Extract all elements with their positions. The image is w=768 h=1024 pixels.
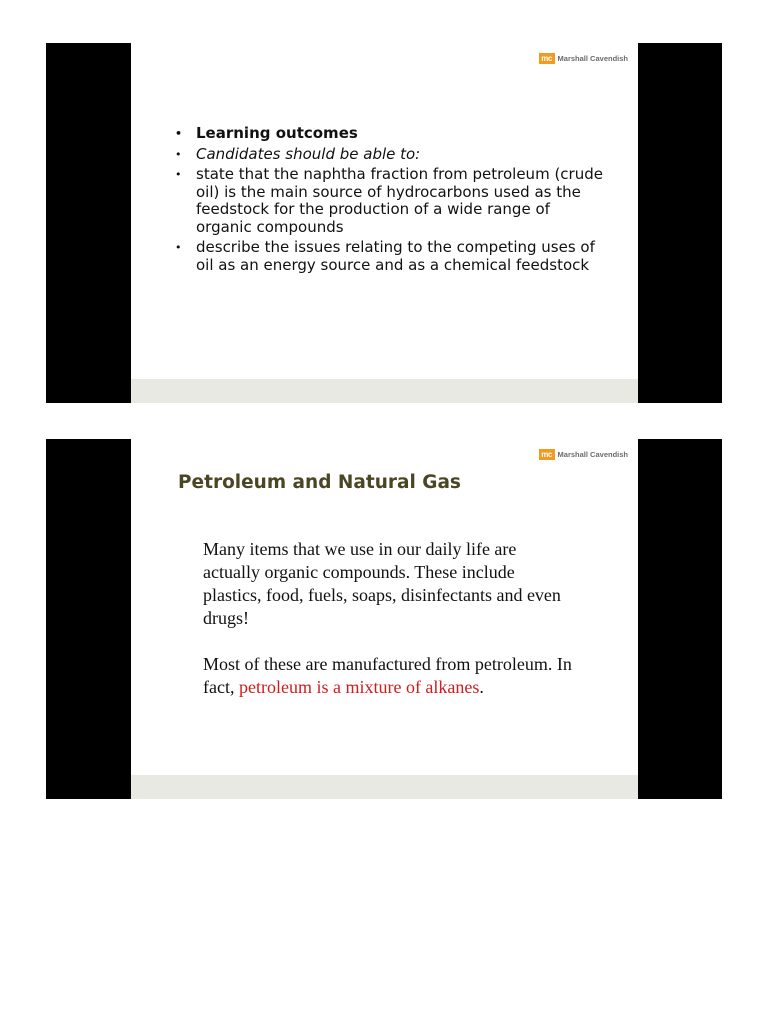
paragraph-text: Most of these are manufactured from petroleum. In fact, xyxy=(203,654,572,697)
logo-text: Marshall Cavendish xyxy=(557,450,628,459)
logo-mark-icon: mc xyxy=(539,53,555,64)
bullet-subheading: • Candidates should be able to: xyxy=(174,146,604,164)
publisher-logo xyxy=(539,53,628,64)
slide-petroleum xyxy=(46,439,722,799)
slide-body xyxy=(203,538,573,722)
slide-content xyxy=(131,439,638,799)
slide-learning-outcomes xyxy=(46,43,722,403)
slide-footer-band xyxy=(131,775,638,799)
paragraph-petroleum xyxy=(203,653,573,699)
slide-title: Petroleum and Natural Gas xyxy=(178,472,461,493)
logo-mark-icon: mc xyxy=(539,449,555,460)
paragraph-end: . xyxy=(479,677,484,697)
bullet-outcome-naphtha: • state that the naphtha fraction from petroleum (crude oil) is the main source of hydrocarbons used as the feedstock for the production of a wide range of organic compounds xyxy=(174,166,604,236)
highlighted-text: petroleum is a mixture of alkanes xyxy=(238,677,480,697)
bullet-list xyxy=(174,125,604,277)
logo-text: Marshall Cavendish xyxy=(557,54,628,63)
slide-footer-band xyxy=(131,379,638,403)
publisher-logo xyxy=(539,449,628,460)
bullet-heading: • Learning outcomes xyxy=(174,125,604,143)
paragraph-intro: Many items that we use in our daily life are actually organic compounds. These include plastics, food, fuels, soaps, disinfectants and even drugs! xyxy=(203,539,561,628)
slide-content xyxy=(131,43,638,403)
bullet-outcome-oil-uses: • describe the issues relating to the competing uses of oil as an energy source and as a chemical feedstock xyxy=(174,239,604,274)
